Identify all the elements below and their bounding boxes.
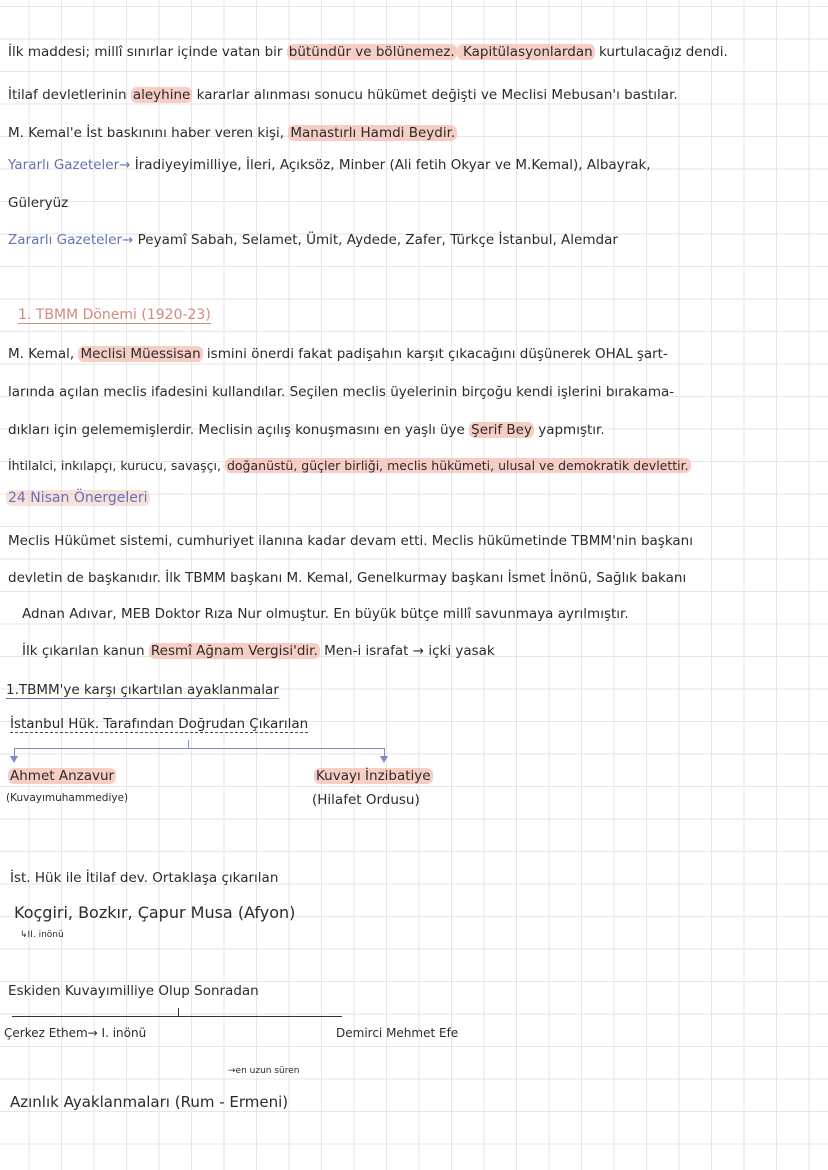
right-uprising (314, 768, 433, 784)
text: dıkları için gelememişlerdir. Meclisin açılış konuşmasını en yaşlı üye (8, 422, 470, 438)
highlight: Şerif Bey (471, 422, 532, 438)
bracket-line (12, 1016, 342, 1017)
uprisings-title (6, 682, 279, 698)
highlight: doğanüstü, güçler birliği, meclis hükümeti, ulusal ve demokratik devlettir. (226, 458, 689, 473)
left-uprising-sub-text: (Kuvayımuhammediye) (6, 792, 129, 804)
text: kurtulacağız dendi. (594, 44, 728, 60)
ortak-note-text: ↳II. inönü (20, 930, 64, 940)
eski-title (8, 983, 259, 999)
highlight: aleyhine (132, 87, 191, 103)
text: kararlar alınması sonucu hükümet değişti ve Meclisi Mebusan'ı bastılar. (192, 87, 678, 103)
nisan-title (6, 490, 150, 507)
note-line-1 (8, 44, 728, 60)
demirci-text: Demirci Mehmet Efe (336, 1026, 459, 1040)
text: İlk maddesi; millî sınırlar içinde vatan bir (8, 44, 287, 60)
uprisings-title-text: 1.TBMM'ye karşı çıkartılan ayaklanmalar (6, 682, 279, 698)
left-uprising-sub (6, 792, 128, 805)
text: larında açılan meclis ifadesini kullandılar. Seçilen meclis üyelerinin birçoğu kendi işlerini bırakama- (8, 384, 675, 400)
note-line-6 (8, 232, 618, 248)
note-line-14 (22, 643, 495, 659)
istanbul-title-text: İstanbul Hük. Tarafından Doğrudan Çıkarılan (10, 716, 309, 732)
ortak-items-text: Koçgiri, Bozkır, Çapur Musa (Afyon) (14, 903, 296, 922)
highlight: Manastırlı Hamdi Beydir. (290, 125, 456, 141)
text: Güleryüz (8, 195, 69, 211)
right-uprising-sub (312, 792, 420, 808)
bracket-center-tick (178, 1008, 179, 1016)
azinlik (10, 1093, 288, 1111)
eski-title-text: Eskiden Kuvayımilliye Olup Sonradan (8, 983, 259, 999)
text: Men-i israfat → içki yasak (319, 643, 495, 659)
highlight: Meclisi Müessisan (80, 346, 201, 362)
text: İhtilalci, inkılapçı, kurucu, savaşçı, (8, 458, 225, 473)
azinlik-text: Azınlık Ayaklanmaları (Rum - Ermeni) (10, 1093, 289, 1111)
highlight: Resmî Ağnam Vergisi'dir. (150, 643, 318, 659)
arrow-down-icon (10, 756, 18, 763)
text: M. Kemal'e İst baskınını haber veren kişi, (8, 125, 289, 141)
note-line-2 (8, 87, 678, 103)
text: Meclis Hükümet sistemi, cumhuriyet ilanına kadar devam etti. Meclis hükümetinde TBMM'nin başkanı (8, 533, 693, 549)
left-uprising (8, 768, 116, 784)
note-line-10 (8, 458, 691, 473)
text: ismini önerdi fakat padişahın karşıt çıkacağını düşünerek OHAL şart- (202, 346, 668, 362)
text: Adnan Adıvar, MEB Doktor Rıza Nur olmuştur. En büyük bütçe millî savunmaya ayrılmıştır. (22, 606, 629, 622)
ortak-title-text: İst. Hük ile İtilaf dev. Ortaklaşa çıkarılan (10, 870, 279, 886)
left-uprising-name: Ahmet Anzavur (10, 768, 115, 784)
text: İradiyeyimilliye, İleri, Açıksöz, Minber (Ali fetih Okyar ve M.Kemal), Albayrak, (130, 157, 651, 173)
note-line-9 (8, 422, 605, 438)
azinlik-note (228, 1066, 299, 1077)
note-line-7 (8, 346, 668, 362)
text: yapmıştır. (533, 422, 605, 438)
section-title (18, 307, 211, 324)
ortak-items (14, 903, 295, 922)
ortak-title (10, 870, 278, 886)
arrow-icon: → (119, 157, 131, 173)
text: İtilaf devletlerinin (8, 87, 131, 103)
cerkez-item (4, 1026, 146, 1040)
text: M. Kemal, (8, 346, 79, 362)
ortak-note (20, 930, 64, 941)
note-line-13 (22, 606, 629, 622)
text: Peyamî Sabah, Selamet, Ümit, Aydede, Zafer, Türkçe İstanbul, Alemdar (133, 232, 618, 248)
demirci-item (336, 1026, 458, 1040)
highlight: bütündür ve bölünemez. (288, 44, 455, 60)
bracket-line (14, 748, 384, 749)
text: İlk çıkarılan kanun (22, 643, 149, 659)
note-line-12 (8, 570, 686, 586)
bracket-center-tick (188, 740, 189, 748)
note-line-8 (8, 384, 674, 400)
note-line-4 (8, 157, 651, 173)
arrow-icon: → (122, 232, 134, 248)
highlight: Kapitülasyonlardan (458, 44, 593, 60)
note-line-5 (8, 195, 68, 211)
azinlik-note-text: →en uzun süren (228, 1066, 300, 1076)
right-uprising-sub-text: (Hilafet Ordusu) (312, 792, 420, 808)
harmful-newspapers-label: Zararlı Gazeteler (8, 232, 123, 248)
istanbul-title (10, 716, 308, 732)
text: devletin de başkanıdır. İlk TBMM başkanı M. Kemal, Genelkurmay başkanı İsmet İnönü, Sağlık bakanı (8, 570, 687, 586)
cerkez-text: Çerkez Ethem→ I. inönü (4, 1026, 147, 1040)
right-uprising-name: Kuvayı İnzibatiye (316, 768, 431, 784)
note-line-3 (8, 125, 457, 141)
section-title-text: 1. TBMM Dönemi (1920-23) (18, 307, 211, 323)
useful-newspapers-label: Yararlı Gazeteler (8, 157, 120, 173)
note-line-11 (8, 533, 693, 549)
arrow-down-icon (380, 756, 388, 763)
nisan-title-text: 24 Nisan Önergeleri (8, 490, 148, 506)
